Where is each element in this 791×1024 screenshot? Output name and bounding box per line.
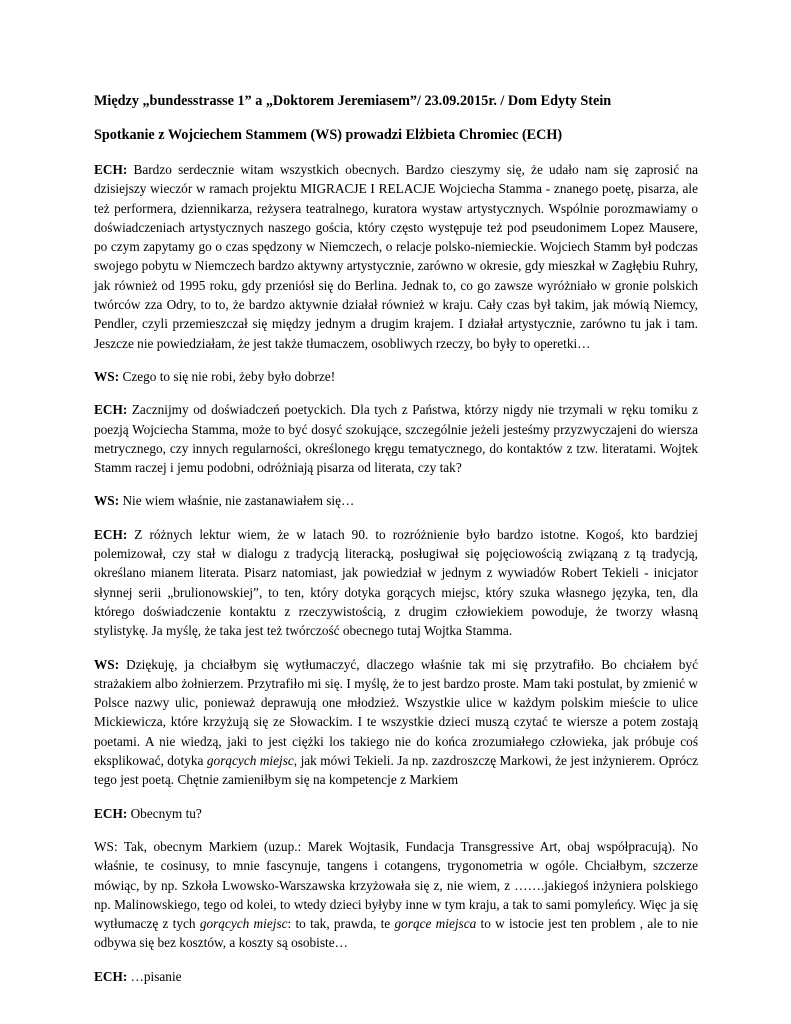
paragraph-text: …pisanie xyxy=(127,968,182,984)
paragraph xyxy=(94,837,698,953)
speaker-label: ECH: xyxy=(94,805,128,821)
paragraph-text: Obecnym tu? xyxy=(127,805,202,821)
paragraph-text: : to tak, prawda, te xyxy=(287,916,395,932)
paragraph-text: Z różnych lektur wiem, że w latach 90. to rozróżnienie było bardzo istotne. Kogoś, kto bardziej polemizował, czy stał w dialogu z tradycją literacką, posługiwał się pojęciowością związaną z tą tradycją, określano mianem literata. Pisarz natomiast, jak powiedział w jednym z wywiadów Robert Tekieli - inicjator słynnej serii „brulionowskiej”, to ten, który dotyka gorących miejsc, który szuka własnego języka, ten, dla którego doświadczenie kontaktu z rzeczywistością, z drugim człowiekiem powoduje, że tworzy własną stylistykę. Ja myślę, że taka jest też twórczość obecnego tutaj Wojtka Stamma. xyxy=(94,526,698,639)
paragraph xyxy=(94,367,698,386)
paragraph xyxy=(94,491,698,510)
paragraph-text: , jak mówi Tekieli. Ja np. zazdroszczę Markowi, że jest inżynierem. Oprócz tego jest poetą. Chętnie zamieniłbym się na kompetencje z Markiem xyxy=(94,753,698,788)
paragraph xyxy=(94,400,698,477)
paragraph-text: Dziękuję, ja chciałbym się wytłumaczyć, dlaczego właśnie tak mi się przytrafiło. Bo chciałem być strażakiem albo żołnierzem. Przytrafiło mi się. I myślę, że to jest bardzo proste. Mam taki postulat, by zmienić w Polsce nazwy ulic, ponieważ deprawują one młodzież. Wszystkie ulice w każdym polskim mieście to ulice Mickiewicza, które krzyżują się ze Słowackim. I te wszystkie dzieci muszą czytać te wiersze a potem zostają poetami. A nie wiedzą, jaki to jest ciężki los takiego nie do końca zrozumiałego człowieka, jak próbuje coś eksplikować, dotyka xyxy=(94,656,698,769)
italic-phrase: gorące miejsca xyxy=(394,916,477,932)
paragraph xyxy=(94,525,698,641)
document-page xyxy=(94,92,698,1000)
paragraph xyxy=(94,804,698,823)
paragraph-text: Bardzo serdecznie witam wszystkich obecnych. Bardzo cieszymy się, że udało nam się zaprosić na dzisiejszy wieczór w ramach projektu MIGRACJE I RELACJE Wojciecha Stamma - znanego poetę, pisarza, ale też performera, dziennikarza, reżysera teatralnego, kuratora wystaw artystycznych. Wspólnie porozmawiamy o doświadczeniach artystycznych naszego gościa, który często występuje też pod pseudonimem Lopez Mausere, po czym zapytamy go o czas spędzony w Niemczech, o relacje polsko-niemieckie. Wojciech Stamm był podczas swojego pobytu w Niemczech bardzo aktywny artystycznie, zarówno w okresie, gdy mieszkał w Zagłębiu Ruhry, jak również od 1995 roku, gdy przeniósł się do Berlina. Jednak to, co go zawsze wyróżniało w gronie polskich twórców zza Odry, to to, że bardzo aktywnie działał również w kraju. Cały czas był takim, jak mówią Niemcy, Pendler, czyli przemieszczał się między jednym a drugim krajem. I działał artystycznie, zarówno tu jak i tam. Jeszcze nie powiedziałam, że jest także tłumaczem, osobliwych rzeczy, bo były to operetki… xyxy=(94,162,698,351)
italic-phrase: gorących miejsc xyxy=(206,753,294,769)
italic-phrase: gorących miejsc xyxy=(199,916,288,932)
speaker-label: WS: xyxy=(94,656,120,672)
speaker-label: ECH: xyxy=(94,968,128,984)
speaker-label: WS: xyxy=(94,368,120,384)
speaker-label: ECH: xyxy=(94,162,128,177)
speaker-label: ECH: xyxy=(94,402,128,418)
speaker-label: ECH: xyxy=(94,526,128,542)
paragraph xyxy=(94,160,698,353)
document-subtitle: Spotkanie z Wojciechem Stammem (WS) prowadzi Elżbieta Chromiec (ECH) xyxy=(94,127,563,143)
paragraph-text: Czego to się nie robi, żeby było dobrze! xyxy=(119,368,336,384)
speaker-label: WS: xyxy=(94,838,118,854)
paragraph-text: Tak, obecnym Markiem (uzup.: Marek Wojtasik, Fundacja Transgressive Art, obaj współpracują). No właśnie, te cosinusy, to mnie fascynuje, tangens i cotangens, trygonometria w ogóle. Chciałbym, szczerze mówiąc, by np. Szkoła Lwowsko-Warszawska krzyżowała się z, nie wiem, z …….jakiegoś inżyniera polskiego np. Malinowskiego, tego od kolei, to wtedy dzieci byłyby inne w tym kraju, a tak to sami pomyleńcy. Więc ja się wytłumaczę z tych xyxy=(94,838,698,932)
paragraph-text: Nie wiem właśnie, nie zastanawiałem się… xyxy=(119,493,355,509)
paragraph xyxy=(94,655,698,790)
paragraph xyxy=(94,967,698,986)
paragraph-text: to w istocie jest ten problem , ale to nie odbywa się bez kosztów, a koszty są osobiste… xyxy=(94,916,698,951)
speaker-label: WS: xyxy=(94,493,120,509)
paragraph-text: Zacznijmy od doświadczeń poetyckich. Dla tych z Państwa, którzy nigdy nie trzymali w ręku tomiku z poezją Wojciecha Stamma, może to być dosyć szokujące, szczególnie jeżeli jesteśmy przyzwyczajeni do wiersza metrycznego, czy innych regularności, określonego kręgu tematycznego, do kontaktów z tzw. literatami. Wojtek Stamm raczej i jemu podobni, odróżniają pisarza od literata, czy tak? xyxy=(94,402,698,476)
document-title: Między „bundesstrasse 1” a „Doktorem Jeremiasem”/ 23.09.2015r. / Dom Edyty Stein xyxy=(94,93,612,109)
